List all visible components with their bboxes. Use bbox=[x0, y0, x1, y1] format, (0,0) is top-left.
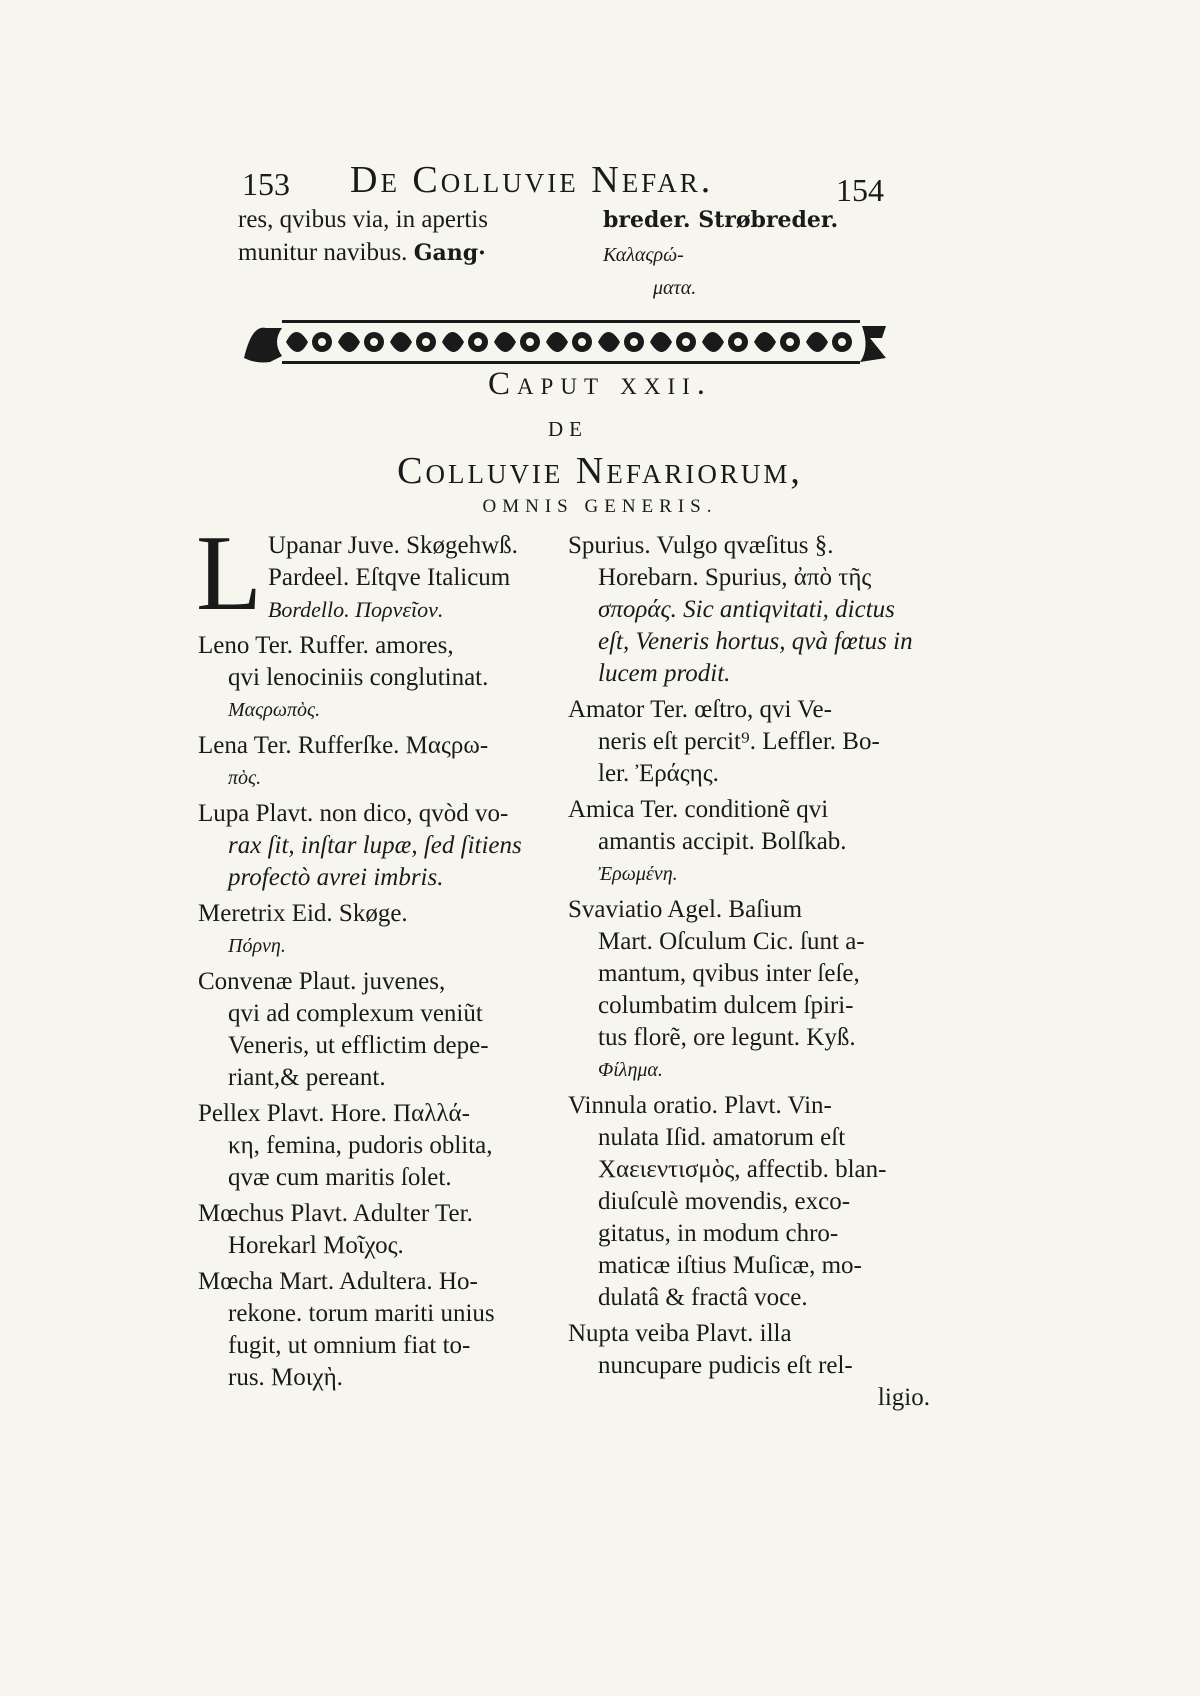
entry-line: riant,& pereant. bbox=[228, 1064, 386, 1091]
page-number-right: 154 bbox=[836, 172, 884, 208]
entry-line: Spurius. Vulgo qvæſitus §. bbox=[568, 532, 834, 559]
entry-line: Leno Ter. Ruffer. amores, bbox=[198, 632, 454, 659]
entry-line: nuncupare pudicis eſt rel- bbox=[598, 1352, 853, 1379]
entry-line: nulata Iſid. amatorum eſt bbox=[598, 1124, 846, 1151]
entry-lupanar bbox=[196, 514, 568, 633]
entry-nupta bbox=[568, 1318, 930, 1414]
entry-moecha bbox=[198, 1266, 568, 1394]
chapter-number: Caput xxii. bbox=[487, 366, 713, 402]
entry-convenae bbox=[198, 966, 568, 1094]
entry-line: Horekarl Μοῖχος. bbox=[228, 1232, 404, 1259]
entry-line: Χαειεντισμὸς, affectib. blan- bbox=[598, 1156, 887, 1183]
entry-line: κη, femina, pudoris oblita, bbox=[228, 1132, 493, 1159]
entry-line: Φίλημα. bbox=[598, 1059, 663, 1081]
entry-spurius bbox=[568, 530, 930, 690]
right-column bbox=[568, 530, 930, 1418]
page-number-left: 153 bbox=[242, 166, 290, 202]
entry-line: Lena Ter. Rufferſke. Μαςρω- bbox=[198, 732, 489, 759]
entry-line: Amica Ter. conditionẽ qvi bbox=[568, 796, 829, 823]
entry-amator bbox=[568, 694, 930, 790]
entry-line: Vinnula oratio. Plavt. Vin- bbox=[568, 1092, 832, 1119]
entry-lupa bbox=[198, 798, 568, 894]
entry-line: maticæ iſtius Muſicæ, mo- bbox=[598, 1252, 862, 1279]
entry-line: Bordello. Πορνεῖον. bbox=[267, 597, 444, 622]
decorative-ornament-band bbox=[242, 318, 890, 366]
chapter-subtitle: OMNIS GENERIS. bbox=[482, 496, 718, 517]
entry-vinnula bbox=[568, 1090, 930, 1314]
entry-svaviatio bbox=[568, 894, 930, 1086]
entry-line: Horebarn. Spurius, ἀπὸ τῆς bbox=[598, 564, 872, 591]
entry-line: dulatâ & fractâ voce. bbox=[598, 1284, 808, 1311]
continuation-text: munitur navibus. bbox=[238, 239, 408, 266]
entry-line: amantis accipit. Bolſkab. bbox=[598, 828, 847, 855]
entry-line: gitatus, in modum chro- bbox=[598, 1220, 839, 1247]
entry-leno bbox=[198, 630, 568, 726]
continuation-greek: ματα. bbox=[653, 277, 697, 299]
entry-line: rus. Μοιχὴ. bbox=[228, 1364, 343, 1391]
continuation-left bbox=[224, 203, 574, 270]
entry-moechus bbox=[198, 1198, 568, 1262]
continuation-fraktur: breder. Strøbreder. bbox=[603, 207, 839, 233]
drop-capital: L bbox=[196, 514, 262, 633]
continuation-line bbox=[603, 206, 838, 267]
entry-line: Veneris, ut efflictim depe- bbox=[228, 1032, 489, 1059]
continuation-greek: Καλαςρώ- bbox=[603, 244, 684, 266]
continuation-fraktur: Gang· bbox=[413, 240, 486, 266]
entry-line: qvi ad complexum veniũt bbox=[228, 1000, 483, 1027]
entry-meretrix bbox=[198, 898, 568, 962]
entry-line: tus florẽ, ore legunt. Kyß. bbox=[598, 1024, 856, 1051]
entry-line: Mœcha Mart. Adultera. Ho- bbox=[198, 1268, 478, 1295]
chapter-de: DE bbox=[548, 417, 588, 441]
continuation-line bbox=[224, 236, 574, 270]
entry-line: fugit, ut omnium fiat to- bbox=[228, 1332, 471, 1359]
entry-line: Convenæ Plaut. juvenes, bbox=[198, 968, 446, 995]
entry-line: eſt, Veneris hortus, qvà fœtus in bbox=[598, 628, 913, 655]
entry-line: rekone. torum mariti unius bbox=[228, 1300, 495, 1327]
entry-line: qvi lenociniis conglutinat. bbox=[228, 664, 489, 691]
continuation-line: res, qvibus via, in apertis bbox=[238, 206, 488, 233]
entry-line: ligio. bbox=[877, 1384, 930, 1411]
entry-line: lucem prodit. bbox=[598, 660, 731, 687]
entry-lena bbox=[198, 730, 568, 794]
entry-line: Amator Ter. œſtro, qvi Ve- bbox=[568, 696, 832, 723]
entry-line: columbatim dulcem ſpiri- bbox=[598, 992, 854, 1019]
entry-line: Lupa Plavt. non dico, qvòd vo- bbox=[198, 800, 509, 827]
entry-line: σποράς. Sic antiqvitati, dictus bbox=[598, 596, 895, 623]
entry-line: Pellex Plavt. Hore. Παλλά- bbox=[198, 1100, 470, 1127]
chapter-title: Colluvie Nefariorum, bbox=[397, 450, 803, 492]
entry-line: rax ſit, inſtar lupæ, ſed ſitiens bbox=[228, 832, 522, 859]
entry-line: Mœchus Plavt. Adulter Ter. bbox=[198, 1200, 473, 1227]
entry-pellex bbox=[198, 1098, 568, 1194]
running-title: De Colluvie Nefar. bbox=[350, 159, 714, 201]
continuation-right bbox=[603, 203, 923, 305]
entry-line: diuſculè movendis, exco- bbox=[598, 1188, 851, 1215]
entry-line: Πόρνη. bbox=[228, 935, 286, 957]
entry-line: Upanar Juve. Skøgehwß. bbox=[267, 532, 518, 559]
entry-line: profectò avrei imbris. bbox=[228, 864, 444, 891]
entry-line: ler. Ἐράςης. bbox=[598, 760, 719, 787]
entry-line: Mart. Oſculum Cic. ſunt a- bbox=[598, 928, 865, 955]
entry-line: Ἐρωμένη. bbox=[598, 863, 678, 885]
entry-line: Nupta veiba Plavt. illa bbox=[568, 1320, 792, 1347]
entry-line: neris eſt percit⁹. Leffler. Bo- bbox=[598, 728, 880, 755]
entry-line: qvæ cum maritis ſolet. bbox=[228, 1164, 452, 1191]
entry-line: Μαςρωπὸς. bbox=[228, 699, 321, 721]
entry-line: mantum, qvibus inter ſeſe, bbox=[598, 960, 860, 987]
entry-line: Svaviatio Agel. Baſium bbox=[568, 896, 803, 923]
entry-line: Meretrix Eid. Skøge. bbox=[198, 900, 408, 927]
entry-line: Pardeel. Eſtqve Italicum bbox=[267, 564, 511, 591]
entry-amica bbox=[568, 794, 930, 890]
left-column bbox=[196, 514, 568, 1398]
entry-line: πὸς. bbox=[228, 767, 262, 789]
